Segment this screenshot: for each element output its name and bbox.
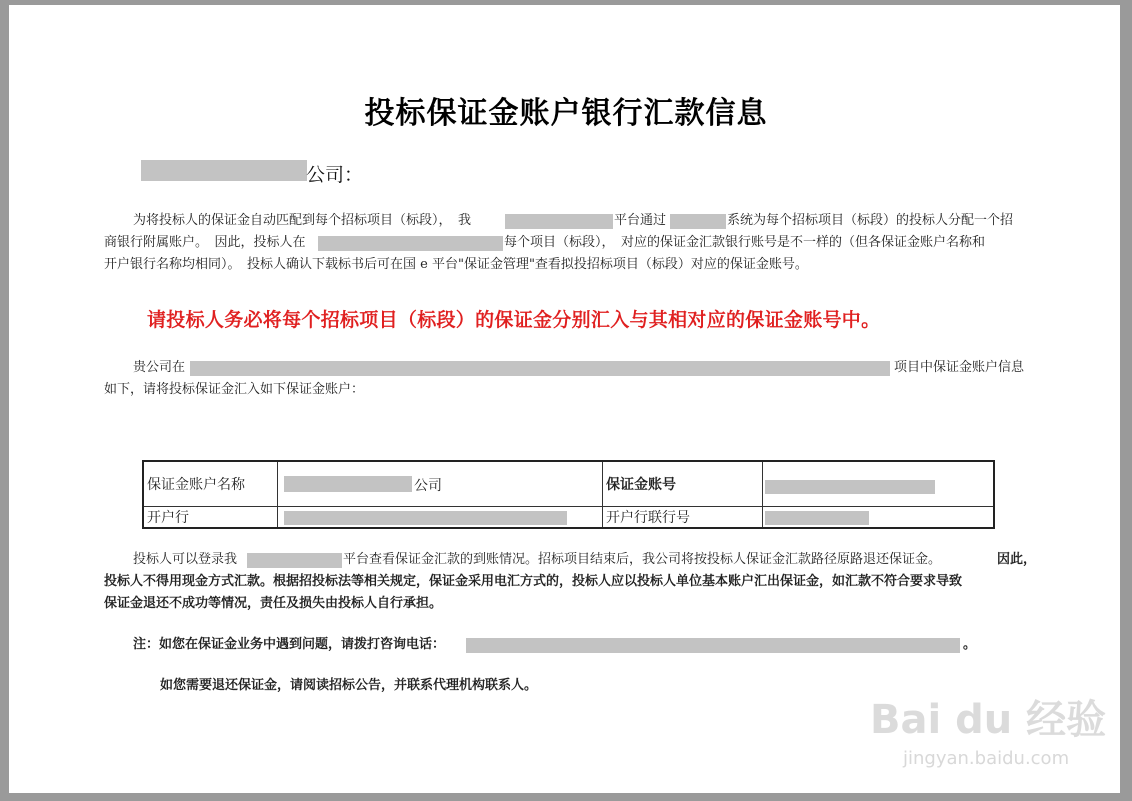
redacted-phone-numbers: [466, 638, 960, 653]
redacted-account-number: [765, 480, 935, 494]
redacted-platform: [505, 214, 613, 229]
notice-line-1b: 项目中保证金账户信息: [894, 360, 1025, 375]
intro-line-2b: 每个项目（标段）， 对应的保证金汇款银行账号是不一样的（但各保证金账户名称和: [504, 235, 986, 250]
account-name-label: 保证金账户名称: [143, 461, 278, 506]
account-name-value: 公司: [414, 478, 442, 494]
redacted-platform-2: [318, 236, 503, 251]
refund-line-1a: 投标人可以登录我: [133, 552, 238, 567]
bank-code-cell: [763, 506, 995, 528]
redacted-company-name: [141, 160, 307, 181]
redacted-platform-3: [247, 553, 342, 568]
refund-line-1b: 平台查看保证金汇款的到账情况。招标项目结束后，我公司将按投标人保证金汇款路径原路退还保证金。: [343, 552, 942, 567]
intro-line-2a: 商银行附属账户。 因此，投标人在: [104, 235, 306, 250]
refund-line-2: 投标人不得用现金方式汇款。根据招投标法等相关规定，保证金采用电汇方式的，投标人应以投标人单位基本账户汇出保证金，如汇款不符合要求导致: [104, 574, 963, 589]
intro-line-3: 开户银行名称均相同）。 投标人确认下载标书后可在国 e 平台"保证金管理"查看拟投招标项目（标段）对应的保证金账号。: [104, 257, 808, 272]
redacted-project-name: [190, 361, 890, 376]
watermark-brand: Bai du 经验: [870, 697, 1107, 743]
bank-label: 开户行: [143, 506, 278, 528]
page-title: 投标保证金账户银行汇款信息: [364, 96, 768, 131]
account-number-label: 保证金账号: [603, 461, 763, 506]
intro-line-1c: 系统为每个招标项目（标段）的投标人分配一个招: [727, 213, 1014, 228]
intro-line-1a: 为将投标人的保证金自动匹配到每个招标项目（标段）， 我: [133, 213, 472, 228]
salutation: 公司：: [306, 164, 364, 186]
notice-line-2: 如下，请将投标保证金汇入如下保证金账户：: [104, 382, 365, 397]
account-number-cell: [763, 461, 995, 506]
warning-text: 请投标人务必将每个招标项目（标段）的保证金分别汇入与其相对应的保证金账号中。: [147, 309, 881, 331]
refund-line-3: 保证金退还不成功等情况，责任及损失由投标人自行承担。: [104, 596, 443, 611]
account-name-cell: [278, 461, 603, 506]
note-label: 注：如您在保证金业务中遇到问题，请拨打咨询电话：: [133, 637, 446, 652]
note-end: 。: [963, 637, 977, 652]
redacted-bank-code: [765, 511, 869, 525]
intro-line-1b: 平台通过: [614, 213, 667, 228]
watermark-url: jingyan.baidu.com: [903, 748, 1070, 769]
redacted-account-name: [284, 476, 412, 492]
redacted-bank-name: [284, 511, 567, 525]
refund-note: 如您需要退还保证金，请阅读招标公告，并联系代理机构联系人。: [160, 678, 538, 693]
account-table: [142, 460, 995, 529]
notice-line-1a: 贵公司在: [133, 360, 186, 375]
refund-line-1c: 因此，: [997, 552, 1037, 567]
redacted-system: [670, 214, 726, 229]
bank-code-label: 开户行联行号: [603, 506, 763, 528]
bank-cell: [278, 506, 603, 528]
